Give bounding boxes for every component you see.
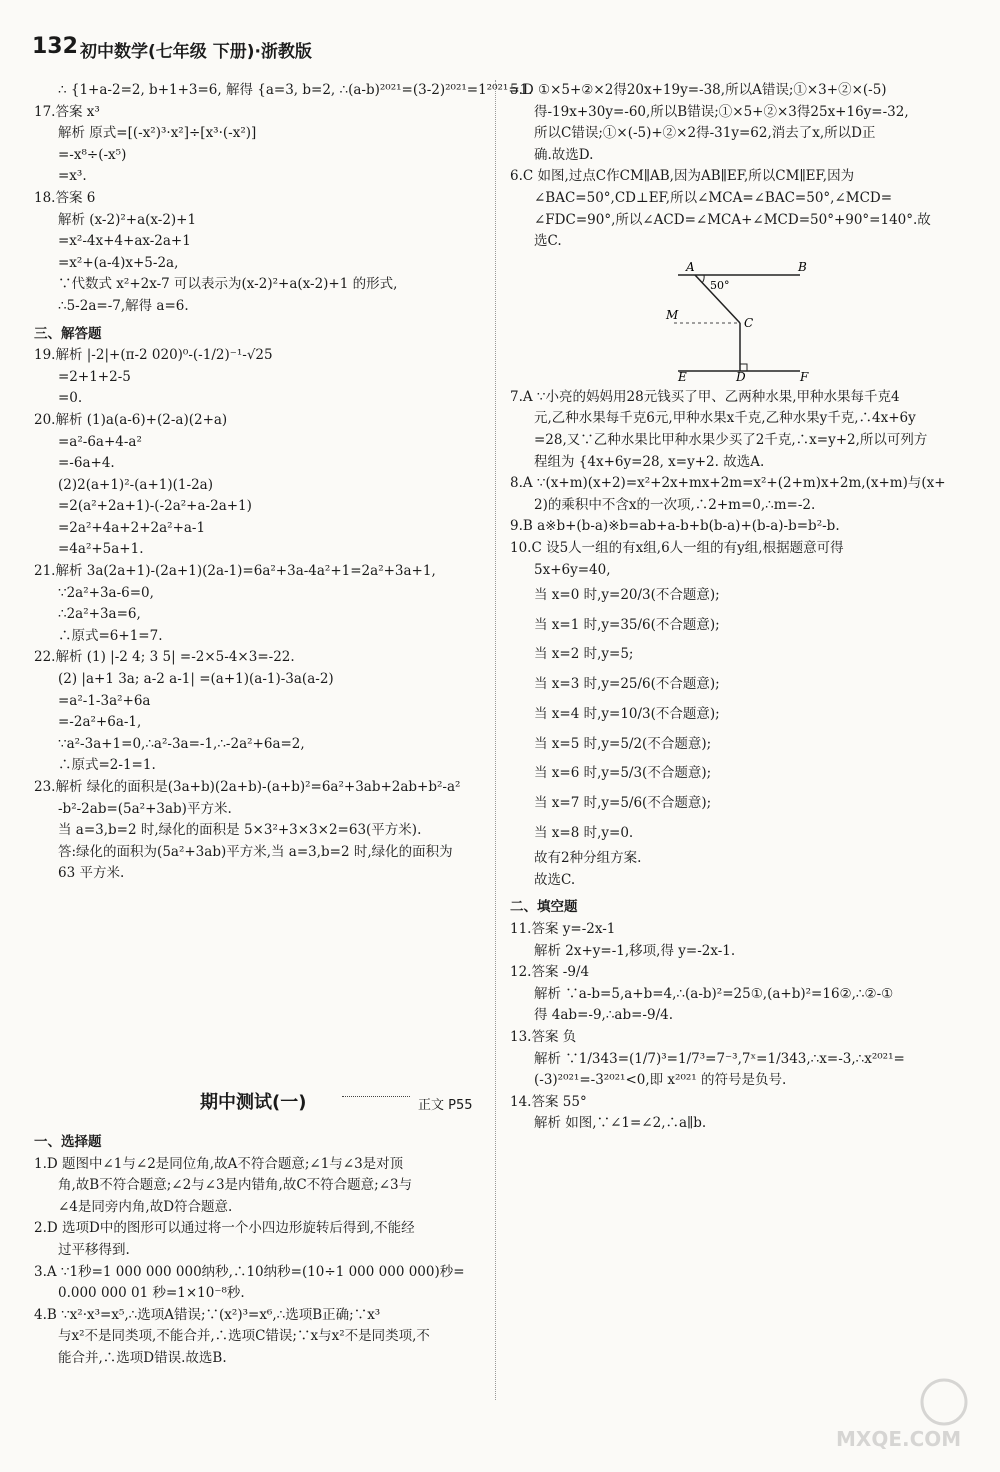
answer-17: 17.答案 x³	[34, 103, 100, 120]
text-line: 解析 原式=[(-x²)³·x²]÷[x³·(-x²)]	[58, 125, 257, 142]
midterm-title: 期中测试(一)	[200, 1092, 307, 1113]
text-line: =a²-1-3a²+6a	[58, 692, 151, 709]
answer-r5: 5.D ①×5+②×2得20x+19y=-38,所以A错误;①×3+②×(-5)	[510, 82, 887, 98]
label-c: C	[744, 315, 754, 330]
answer-23: 23.解析 绿化的面积是(3a+b)(2a+b)-(a+b)²=6a²+3ab+2ab+b²-a²	[34, 779, 461, 795]
text-line: (2) |a+1 3a; a-2 a-1| =(a+1)(a-1)-3a(a-2)	[58, 671, 334, 688]
text-line: =x³.	[58, 168, 87, 185]
watermark-logo	[832, 1372, 972, 1452]
text-line: =2+1+2-5	[58, 368, 131, 385]
label-b: B	[798, 260, 807, 274]
text-line: 答:绿化的面积为(5a²+3ab)平方米,当 a=3,b=2 时,绿化的面积为	[58, 843, 453, 860]
left-column	[34, 80, 533, 885]
watermark-text: MXQE.COM	[836, 1427, 962, 1451]
answer-m2: 2.D 选项D中的图形可以通过将一个小四边形旋转后得到,不能经	[34, 1220, 415, 1237]
text-line: 选C.	[534, 233, 562, 250]
text-line: ∵2a²+3a-6=0,	[58, 584, 154, 601]
text-line: =2a²+4a+2+2a²+a-1	[58, 519, 206, 536]
page-number: 132	[32, 34, 78, 59]
answer-m1: 1.D 题图中∠1与∠2是同位角,故A不符合题意;∠1与∠3是对顶	[34, 1155, 404, 1172]
text-line: ∴2a²+3a=6,	[58, 606, 141, 623]
answer-r9: 9.B a※b+(b-a)※b=ab+a-b+b(b-a)+(b-a)-b=b²-b.	[510, 518, 840, 535]
text-line: 故有2种分组方案.	[534, 850, 642, 867]
text-line: =4a²+5a+1.	[58, 541, 144, 558]
answer-r14: 14.答案 55°	[510, 1093, 587, 1110]
case-line: 当 x=8 时,y=0.	[534, 824, 634, 841]
text-line: =0.	[58, 390, 83, 407]
case-line: 当 x=3 时,y=25/6(不合题意);	[534, 676, 720, 693]
section-heading: 二、填空题	[510, 899, 578, 916]
text-line: 2)的乘积中不含x的一次项,∴2+m=0,∴m=-2.	[534, 496, 816, 513]
text-line: 解析 如图,∵∠1=∠2,∴a∥b.	[534, 1115, 707, 1132]
text-line: 程组为 {4x+6y=28, x=y+2. 故选A.	[534, 453, 765, 470]
text-line: ∵代数式 x²+2x-7 可以表示为(x-2)²+a(x-2)+1 的形式,	[58, 276, 398, 293]
answer-20: 20.解析 (1)a(a-6)+(2-a)(2+a)	[34, 411, 228, 428]
text-line: ∴ {1+a-2=2, b+1+3=6, 解得 {a=3, b=2, ∴(a-b)²⁰²¹=(3-2)²⁰²¹=1²⁰²¹=1.	[58, 82, 533, 98]
text-line: 角,故B不符合题意;∠2与∠3是内错角,故C不符合题意;∠3与	[58, 1177, 413, 1194]
section-heading: 一、选择题	[34, 1134, 102, 1150]
case-line: 当 x=6 时,y=5/3(不合题意);	[534, 765, 712, 782]
text-line: ∴原式=2-1=1.	[58, 757, 156, 774]
text-line: ∠BAC=50°,CD⊥EF,所以∠MCA=∠BAC=50°,∠MCD=	[534, 189, 893, 206]
angle-label: 50°	[710, 278, 730, 292]
text-line: 与x²不是同类项,不能合并,∴选项C错误;∵x与x²不是同类项,不	[58, 1328, 430, 1345]
case-line: 当 x=1 时,y=35/6(不合题意);	[534, 616, 720, 633]
answer-r7: 7.A ∵小亮的妈妈用28元钱买了甲、乙两种水果,甲种水果每千克4	[510, 388, 900, 405]
answer-22: 22.解析 (1) |-2 4; 3 5| =-2×5-4×3=-22.	[34, 649, 295, 666]
case-line: 当 x=4 时,y=10/3(不合题意);	[534, 705, 720, 722]
text-line: -b²-2ab=(5a²+3ab)平方米.	[58, 800, 232, 817]
case-line: 当 x=7 时,y=5/6(不合题意);	[534, 794, 712, 811]
parallel-lines-figure	[660, 261, 820, 381]
text-line: 解析 (x-2)²+a(x-2)+1	[58, 211, 197, 228]
midterm-page-ref: 正文 P55	[418, 1098, 473, 1113]
answer-r11: 11.答案 y=-2x-1	[510, 921, 616, 938]
leader-dots	[342, 1096, 410, 1097]
watermark-circle-icon	[922, 1380, 966, 1424]
answer-19: 19.解析 |-2|+(π-2 020)⁰-(-1/2)⁻¹-√25	[34, 347, 273, 364]
answer-r13: 13.答案 负	[510, 1029, 577, 1046]
text-line: ∴5-2a=-7,解得 a=6.	[58, 297, 189, 314]
text-line: 确.故选D.	[534, 146, 594, 163]
right-column	[510, 80, 968, 1135]
answer-18: 18.答案 6	[34, 189, 96, 206]
midterm-heading	[200, 1088, 480, 1118]
text-line: 63 平方米.	[58, 865, 125, 882]
label-m: M	[666, 307, 679, 322]
answer-m3: 3.A ∵1秒=1 000 000 000纳秒,∴10纳秒=(10÷1 000 000 000)秒=	[34, 1263, 465, 1280]
text-line: =a²-6a+4-a²	[58, 433, 142, 450]
text-line: =-6a+4.	[58, 455, 115, 472]
text-line: 解析 ∵a-b=5,a+b=4,∴(a-b)²=25①,(a+b)²=16②,∴②-①	[534, 985, 894, 1002]
label-a: A	[686, 260, 695, 274]
case-line: 当 x=0 时,y=20/3(不合题意);	[534, 587, 720, 604]
angle-arc	[702, 275, 704, 283]
case-line: 当 x=2 时,y=5;	[534, 646, 634, 663]
text-line: (-3)²⁰²¹=-3²⁰²¹<0,即 x²⁰²¹ 的符号是负号.	[534, 1072, 787, 1089]
case-line: 当 x=5 时,y=5/2(不合题意);	[534, 735, 712, 752]
answer-r12: 12.答案 -9/4	[510, 964, 590, 981]
text-line: 5x+6y=40,	[534, 561, 611, 578]
text-line: ∴原式=6+1=7.	[58, 627, 163, 644]
text-line: 能合并,∴选项D错误.故选B.	[58, 1349, 227, 1366]
text-line: 解析 ∵1/343=(1/7)³=1/7³=7⁻³,7ˣ=1/343,∴x=-3,∴x²⁰²¹=	[534, 1050, 905, 1067]
text-line: 解析 2x+y=-1,移项,得 y=-2x-1.	[534, 942, 736, 959]
left-column-lower	[34, 1126, 486, 1370]
text-line: (2)2(a+1)²-(a+1)(1-2a)	[58, 476, 213, 493]
text-line: 当 a=3,b=2 时,绿化的面积是 5×3²+3×3×2=63(平方米).	[58, 822, 422, 839]
text-line: ∠FDC=90°,所以∠ACD=∠MCA+∠MCD=50°+90°=140°.故	[534, 211, 931, 228]
answer-r6: 6.C 如图,过点C作CM∥AB,因为AB∥EF,所以CM∥EF,因为	[510, 168, 855, 185]
text-line: =-2a²+6a-1,	[58, 714, 142, 731]
text-line: 得-19x+30y=-60,所以B错误;①×5+②×3得25x+16y=-32,	[534, 103, 909, 120]
answer-r8: 8.A ∵(x+m)(x+2)=x²+2x+mx+2m=x²+(2+m)x+2m,(x+m)与(x+	[510, 475, 946, 492]
text-line: 0.000 000 01 秒=1×10⁻⁸秒.	[58, 1285, 245, 1302]
text-line: 元,乙种水果每千克6元,甲种水果x千克,乙种水果y千克,∴4x+6y	[534, 410, 916, 427]
text-line: =x²-4x+4+ax-2a+1	[58, 233, 191, 250]
answer-r10: 10.C 设5人一组的有x组,6人一组的有y组,根据题意可得	[510, 539, 844, 556]
text-line: ∠4是同旁内角,故D符合题意.	[58, 1198, 233, 1215]
text-line: =2(a²+2a+1)-(-2a²+a-2a+1)	[58, 498, 252, 515]
text-line: 故选C.	[534, 871, 576, 888]
text-line: 得 4ab=-9,∴ab=-9/4.	[534, 1007, 673, 1024]
watermark-svg	[832, 1372, 972, 1452]
column-divider	[495, 80, 497, 1400]
answer-m4: 4.B ∵x²·x³=x⁵,∴选项A错误;∵(x²)³=x⁶,∴选项B正确;∵x³	[34, 1306, 381, 1323]
section-heading: 三、解答题	[34, 325, 102, 342]
label-d: D	[736, 369, 746, 381]
book-title: 初中数学(七年级 下册)·浙教版	[80, 42, 312, 62]
label-f: F	[800, 369, 809, 381]
text-line: ∵a²-3a+1=0,∴a²-3a=-1,∴-2a²+6a=2,	[58, 735, 305, 752]
text-line: =28,又∵乙种水果比甲种水果少买了2千克,∴x=y+2,所以可列方	[534, 431, 928, 448]
text-line: 所以C错误;①×(-5)+②×2得-31y=62,消去了x,所以D正	[534, 125, 876, 142]
text-line: 过平移得到.	[58, 1241, 130, 1258]
geometry-figure	[660, 261, 968, 381]
page-header	[32, 34, 972, 62]
text-line: =x²+(a-4)x+5-2a,	[58, 254, 179, 271]
text-line: =-x⁸÷(-x⁵)	[58, 146, 127, 163]
answer-21: 21.解析 3a(2a+1)-(2a+1)(2a-1)=6a²+3a-4a²+1=2a²+3a+1,	[34, 563, 436, 580]
label-e: E	[678, 369, 687, 381]
